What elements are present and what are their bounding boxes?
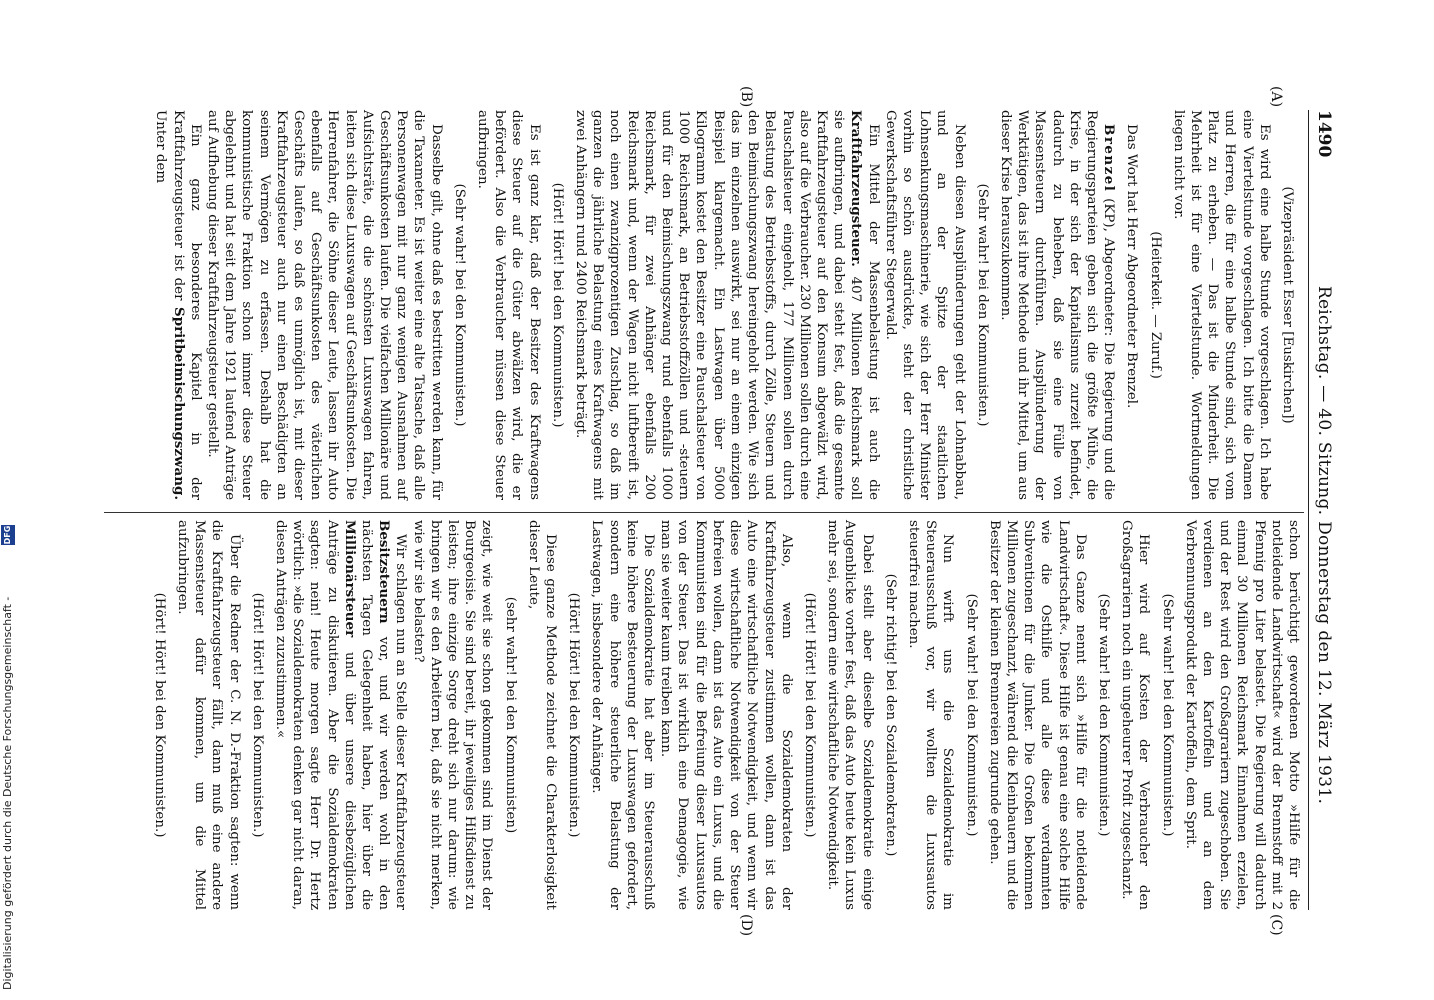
page-header — [1310, 110, 1334, 910]
paragraph: Diese ganze Methode zeichnet die Charakterlosigkeit dieser Leute, — [525, 520, 559, 910]
paragraph: Wir schlagen nun an Stelle dieser Kraftfahrzeugsteuer Besitzsteuern vor, und wir werden wohl in den nächsten Tagen Gelegenheit haben, hier über die Millionärsteuer und über unsere diesbezüglichen Anträge zu diskutieren. Aber die Sozialdemokraten sagten: nein! Heute morgen sagte Herr Dr. Hertz wörtlich: »die Sozialdemokraten denken gar nicht daran, diesen Anträgen zuzustimmen.« — [273, 520, 409, 910]
paragraph: Über die Redner der C. N. D.-Fraktion sagten: wenn die Kraftfahrzeugsteuer fällt, dann muß eine andere Massensteuer dafür kommen, um die Mittel aufzubringen. — [175, 520, 242, 910]
interjection: (Sehr wahr! bei den Kommunisten.) — [974, 183, 990, 427]
paragraph: zeigt, wie weit sie schon gekommen sind im Dienst der Bourgeoisie. Sie sind bereit, ihr jeweiliges Hilfsdienst zu leisten; ihre einzige Sorge dreht sich nur darum: wie bringen wir es den Arbeitern bei, daß sie nicht merken, wie wir sie belasten? — [410, 520, 495, 910]
footer — [0, 0, 16, 1000]
paragraph: Dabei stellt aber dieselbe Sozialdemokratie einige Augenblicke vorher fest, daß das Auto heute kein Luxus mehr sei, sondern eine wirtschaftliche Notwendigkeit. — [825, 520, 875, 910]
interjection: (Sehr wahr! bei den Kommunisten.) — [963, 593, 979, 837]
paragraph: Hier wird auf Kosten der Verbraucher den Großagrariern noch ein ungeheurer Profit zugeschanzt. — [1119, 520, 1152, 910]
interjection: (Sehr wahr! bei den Kommunisten.) — [1095, 593, 1111, 837]
footer-credit: Digitalisierung gefördert durch die Deutsche Forschungsgemeinschaft - — [1, 596, 14, 990]
margin-marker-d: (D) — [738, 914, 754, 937]
paragraph: schon berüchtigt gewordenen Motto »Hilfe für die notleidende Landwirtschaft« wird der Brennstoff mit 2 Pfennig pro Liter belastet. Die Regierung will dadurch einmal 30 Millionen Reichsmark Einnahmen erzielen, und der Rest wird den Großagrariern zugeschoben. Sie verdienen an den Kartoffeln und an dem Verbrennungsprodukt der Kartoffeln, dem Sprit. — [1182, 520, 1301, 910]
interjection: (Hört! Hört! bei den Kommunisten.) — [249, 592, 265, 838]
margin-marker-a: (A) — [1268, 86, 1284, 108]
left-column — [152, 110, 1302, 500]
paragraph: Neben diesen Ausplünderungen geht der Lohnabbau, und an der Spitze der staatlichen Lohnsenkungsmaschinerie, wie sich der Herr Minister vorhin so schön ausdrückte, steht der christliche Gewerkschaftsführer Stegerwald. — [882, 110, 967, 500]
margin-marker-b: (B) — [738, 86, 754, 108]
keyword: Millionärsteuer — [341, 520, 358, 638]
paragraph: Es ist ganz klar, daß der Besitzer des Kraftwagens diese Steuer auf die Güter abwälzen wird, die er befördert. Also die Verbraucher müssen diese Steuer aufbringen. — [475, 110, 542, 500]
interjection: (Hört! Hört! bei den Kommunisten.) — [801, 592, 817, 838]
interjection: (sehr wahr! bei den Kommunisten) — [502, 596, 518, 834]
interjection: (Sehr richtig! bei den Sozialdemokraten.) — [882, 573, 898, 857]
paragraph: Ein ganz besonderes Kapitel in der Kraftfahrzeugsteuer ist der Spritbeimischungszwang. Unter dem — [153, 110, 203, 500]
keyword: Besitzsteuern — [376, 520, 393, 624]
interjection: (Heiterkeit. — Zuruf.) — [1147, 231, 1163, 379]
interjection: (Hört! Hört! bei den Kommunisten.) — [566, 592, 582, 838]
paragraph: Es wird eine halbe Stunde vorgeschlagen. Ich habe eine Viertelstunde vorgeschlagen. Ich bitte die Damen und Herren, die für eine halbe Stunde sind, sich vom Platz zu erheben. — Das ist die Minderheit. Die Mehrheit ist für eine Viertelstunde. Wortmeldungen liegen nicht vor. — [1170, 110, 1272, 500]
dfg-logo: DFG — [1, 525, 15, 545]
interjection: (Sehr wahr! bei den Kommunisten.) — [451, 183, 467, 427]
keyword: Kraftfahrzeugsteuer. — [848, 110, 865, 267]
interjection: (Hört! Hört! bei den Kommunisten.) — [549, 182, 565, 428]
speech-paragraph: Brenzel (KP), Abgeordneter: Die Regierung und die Regierungsparteien geben sich die größte Mühe, die Krise, in der sich der Kapitalismus zurzeit befindet, dadurch zu beheben, daß sie eine Fülle von Massensteuern durchführen. Ausplünderung der Werktätigen, das ist ihre Methode und ihr Mittel, um aus dieser Krise herauszukommen. — [997, 110, 1118, 500]
header-rule — [1308, 110, 1309, 910]
column-divider — [104, 512, 1304, 513]
paragraph: Das Wort hat Herr Abgeordneter Brenzel. — [1124, 124, 1140, 409]
paragraph: Die Sozialdemokratie hat aber im Steuerausschuß keine höhere Besteuerung der Luxuswagen gefordert, sondern eine höhere steuerliche Belastung der Lastwagen, insbesondere der Anhänger. — [589, 520, 657, 910]
paragraph: Also, wenn die Sozialdemokraten der Kraftfahrzeugsteuer zustimmen wollen, dann ist das Auto eine wirtschaftliche Notwendigkeit, und wenn wir diese wirtschaftliche Notwendigkeit von der Steuer befreien wollen, dann ist das Auto ein Luxus, und die Kommunisten sind für die Befreiung dieser Luxusautos von der Steuer. Das ist wirklich eine Demagogie, wie man sie weiter kaum treiben kann. — [658, 520, 794, 910]
page-number: 1490 — [1314, 110, 1334, 158]
right-column — [145, 520, 1302, 910]
page-title: Reichstag. — 40. Sitzung. Donnerstag den 12. März 1931. — [1314, 285, 1334, 805]
interjection: (Hört! Hört! bei den Kommunisten.) — [151, 592, 167, 838]
speaker-name: Brenzel — [1101, 124, 1118, 193]
margin-marker-c: (C) — [1268, 914, 1284, 936]
speaker-note: (Vizepräsident Esser [Euskirchen]) — [1280, 186, 1295, 424]
paragraph: Ein Mittel der Massenbelastung ist auch die Kraftfahrzeugsteuer. 407 Millionen Reichsmark soll sie aufbringen, und dabei steht fest, daß die gesamte Kraftfahrzeugsteuer auf den Konsum abgewälzt wird, also auf die Verbraucher. 230 Millionen sollen durch eine Pauschalsteuer eingeholt, 177 Millionen sollen durch Belastung des Betriebsstoffs, durch Zölle, Steuern und den Beimischungszwang hereingeholt werden. Wie sich das im einzelnen auswirkt, sei nur an einem einzigen Beispiel klargemacht. Ein Lastwagen über 5000 Kilogramm kostet den Besitzer eine Pauschalsteuer von 1000 Reichsmark, an Betriebsstoffzöllen und -steuern und für den Beimischungszwang rund ebenfalls 1000 Reichsmark, für zwei Anhänger ebenfalls 200 Reichsmark und, wenn der Wagen nicht luftbereift ist, noch einen zwanzigprozentigen Zuschlag, so daß im ganzen die jährliche Belastung eines Kraftwagens mit zwei Anhängern rund 2400 Reichsmark beträgt. — [573, 110, 881, 500]
paragraph: Das Ganze nennt sich »Hilfe für die notleidende Landwirtschaft«. Diese Hilfe ist genau eine solche Hilfe wie die Osthilfe und alle diese verdammten Subventionen für die Junker. Die Großen bekommen Millionen zugeschanzt, während die Kleinbauern und die Besitzer der kleinen Brennereien zugrunde gehen. — [986, 520, 1088, 910]
interjection: (Sehr wahr! bei den Kommunisten.) — [1159, 593, 1175, 837]
keyword: Spritbeimischungszwang. — [170, 307, 187, 500]
paragraph: Nun wirft uns die Sozialdemokratie im Steuerausschuß vor, wir wollten die Luxusautos steuerfrei machen. — [905, 520, 956, 910]
paragraph: Dasselbe gilt, ohne daß es bestritten werden kann, für die Taxameter. Es ist weiter eine alte Tatsache, daß alle Personenwagen mit nur ganz wenigen Ausnahmen auf Geschäftsunkosten laufen. Die vielfachen Millionäre und Aufsichtsräte, die die schönsten Luxuswagen fahren, leiten sich diese Luxuswagen auf Geschäftsunkosten. Die Herrenfahrer, die Söhne dieser Leute, lassen ihr Auto ebenfalls auf Geschäftsunkosten des väterlichen Geschäfts laufen, so daß es unmöglich ist, mit dieser Kraftfahrzeugsteuer auch nur einen Beschädigten an seinem Vermögen zu erfassen. Deshalb hat die kommunistische Fraktion schon immer diese Steuer abgelehnt und hat seit dem Jahre 1921 laufend Anträge auf Aufhebung dieser Kraftfahrzeugsteuer gestellt. — [205, 110, 444, 500]
